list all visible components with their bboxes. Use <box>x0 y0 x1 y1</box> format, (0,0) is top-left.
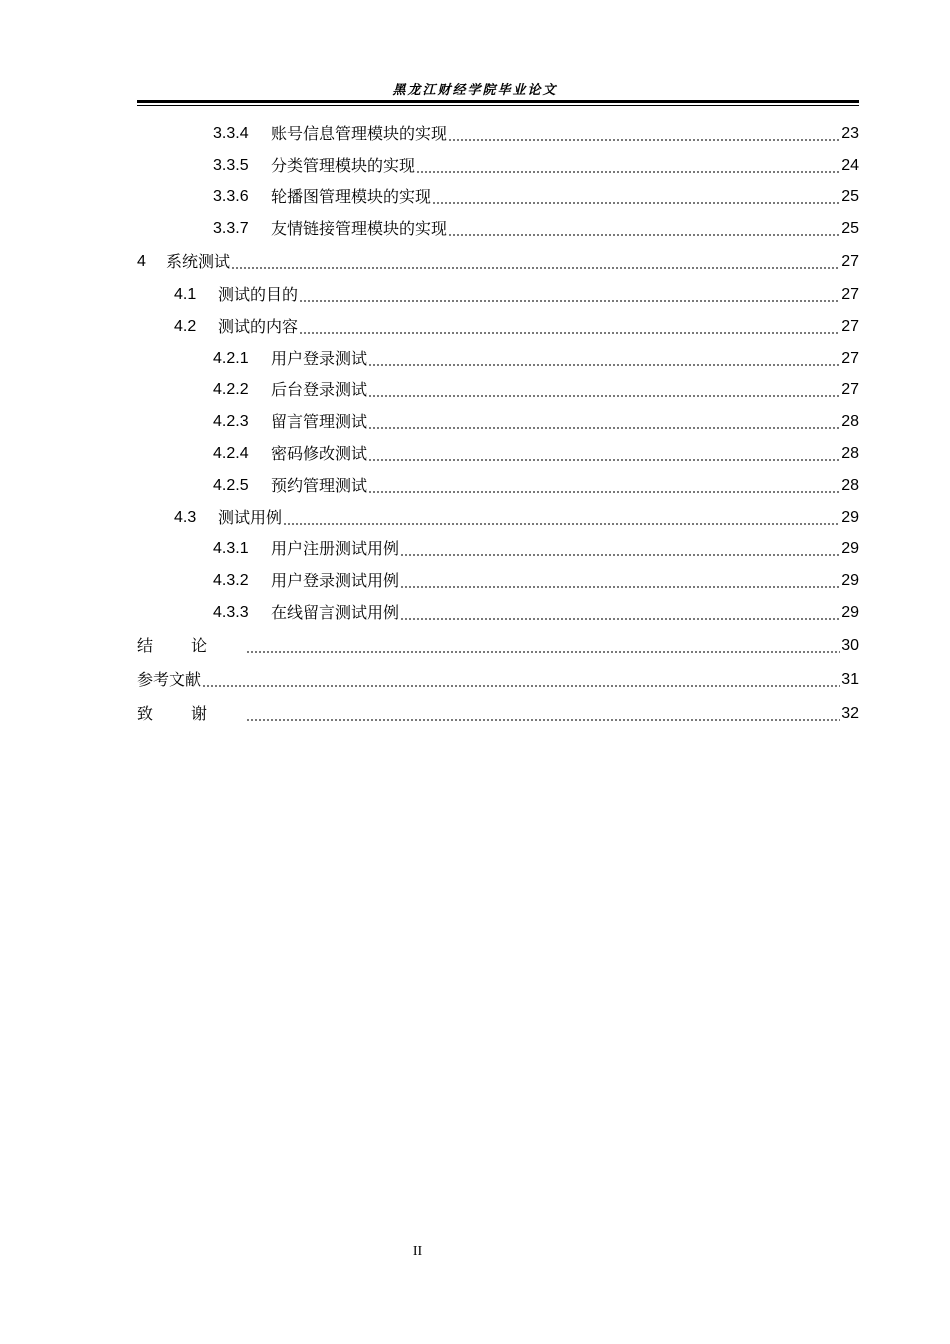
toc-entry-page: 28 <box>841 413 859 431</box>
toc-entry-page: 29 <box>841 540 859 558</box>
toc-entry-number: 4.2.4 <box>213 445 249 463</box>
toc-entry-title: 友情链接管理模块的实现 <box>271 219 448 239</box>
toc-entry-title: 用户登录测试用例 <box>271 571 400 591</box>
toc-dot-leader <box>432 187 840 207</box>
toc-entry-number: 4.2.1 <box>213 349 249 367</box>
toc-dot-leader <box>202 670 840 690</box>
toc-entry[interactable] <box>137 343 859 375</box>
toc-entry[interactable] <box>137 597 859 629</box>
toc-entry-title: 用户登录测试 <box>271 348 368 368</box>
toc-entry[interactable] <box>137 470 859 502</box>
toc-entry-acknowledgements[interactable] <box>137 697 859 731</box>
toc-entry-title: 测试用例 <box>218 507 283 527</box>
toc-entry-number: 3.3.5 <box>213 156 249 174</box>
toc-entry-title: 系统测试 <box>166 252 231 272</box>
toc-entry-title: 致谢 <box>137 703 246 723</box>
toc-dot-leader <box>416 156 840 176</box>
toc-entry-page: 28 <box>841 445 859 463</box>
toc-entry-title: 参考文献 <box>137 669 202 689</box>
toc-entry-page: 32 <box>841 704 859 722</box>
toc-entry-page: 27 <box>841 286 859 304</box>
toc-entry-page: 27 <box>841 349 859 367</box>
toc-entry-page: 25 <box>841 188 859 206</box>
toc-entry-title: 账号信息管理模块的实现 <box>271 123 448 143</box>
toc-entry-title: 在线留言测试用例 <box>271 603 400 623</box>
toc-dot-leader <box>448 219 840 239</box>
toc-entry-number: 3.3.6 <box>213 188 249 206</box>
toc-entry[interactable] <box>137 150 859 182</box>
page-header-title: 黑龙江财经学院毕业论文 <box>392 83 558 98</box>
toc-entry-number: 4.3.1 <box>213 540 249 558</box>
toc-entry-page: 30 <box>841 636 859 654</box>
toc-entry-section[interactable] <box>137 279 859 311</box>
toc-entry-page: 23 <box>841 124 859 142</box>
toc-entry-page: 27 <box>841 381 859 399</box>
toc-entry-number: 3.3.7 <box>213 220 249 238</box>
toc-entry-page: 27 <box>841 253 859 271</box>
toc-entry-page: 29 <box>841 572 859 590</box>
toc-entry-title: 结论 <box>137 635 246 655</box>
toc-dot-leader <box>283 508 840 528</box>
toc-entry-page: 29 <box>841 508 859 526</box>
toc-entry-page: 25 <box>841 220 859 238</box>
header-rule-thick <box>137 100 859 103</box>
toc-entry-page: 29 <box>841 604 859 622</box>
toc-dot-leader <box>368 476 840 496</box>
toc-entry-number: 4.2.5 <box>213 476 249 494</box>
toc-dot-leader <box>400 603 840 623</box>
toc-entry-number: 4.3.3 <box>213 604 249 622</box>
toc-entry-title: 轮播图管理模块的实现 <box>271 187 432 207</box>
toc-dot-leader <box>231 252 840 272</box>
toc-entry[interactable] <box>137 375 859 407</box>
toc-dot-leader <box>299 317 840 337</box>
footer-page-number: II <box>412 1244 423 1259</box>
toc-entry-section[interactable] <box>137 502 859 534</box>
toc-entry-title: 密码修改测试 <box>271 444 368 464</box>
toc-entry-conclusion[interactable] <box>137 629 859 663</box>
toc-entry-title: 测试的内容 <box>218 316 299 336</box>
toc-entry[interactable] <box>137 182 859 214</box>
table-of-contents <box>137 118 859 731</box>
toc-entry-page: 27 <box>841 317 859 335</box>
toc-entry[interactable] <box>137 213 859 245</box>
toc-entry-number: 4.3 <box>174 508 197 526</box>
toc-entry-number: 4 <box>137 253 146 271</box>
toc-entry-page: 31 <box>841 670 859 688</box>
toc-entry-title: 留言管理测试 <box>271 412 368 432</box>
toc-entry-page: 28 <box>841 476 859 494</box>
toc-entry-number: 3.3.4 <box>213 124 249 142</box>
toc-entry[interactable] <box>137 534 859 566</box>
toc-dot-leader <box>368 380 840 400</box>
toc-entry-number: 4.2 <box>174 317 197 335</box>
toc-dot-leader <box>299 285 840 305</box>
toc-entry-title: 后台登录测试 <box>271 380 368 400</box>
toc-entry-title: 分类管理模块的实现 <box>271 155 416 175</box>
toc-entry-title: 测试的目的 <box>218 285 299 305</box>
toc-entry-chapter[interactable] <box>137 245 859 279</box>
toc-entry[interactable] <box>137 565 859 597</box>
toc-dot-leader <box>368 444 840 464</box>
toc-dot-leader <box>368 349 840 369</box>
toc-entry-number: 4.3.2 <box>213 572 249 590</box>
toc-entry[interactable] <box>137 438 859 470</box>
toc-dot-leader <box>246 704 840 724</box>
toc-dot-leader <box>400 571 840 591</box>
toc-entry-number: 4.2.2 <box>213 381 249 399</box>
toc-entry[interactable] <box>137 406 859 438</box>
toc-entry-title: 用户注册测试用例 <box>271 539 400 559</box>
toc-dot-leader <box>246 636 840 656</box>
toc-entry-number: 4.2.3 <box>213 413 249 431</box>
toc-entry-number: 4.1 <box>174 286 197 304</box>
header-rule-thin <box>137 105 859 106</box>
toc-entry-section[interactable] <box>137 311 859 343</box>
toc-entry-title: 预约管理测试 <box>271 475 368 495</box>
toc-entry-references[interactable] <box>137 663 859 697</box>
toc-entry[interactable] <box>137 118 859 150</box>
toc-entry-page: 24 <box>841 156 859 174</box>
toc-dot-leader <box>400 539 840 559</box>
toc-dot-leader <box>368 412 840 432</box>
toc-dot-leader <box>448 124 840 144</box>
